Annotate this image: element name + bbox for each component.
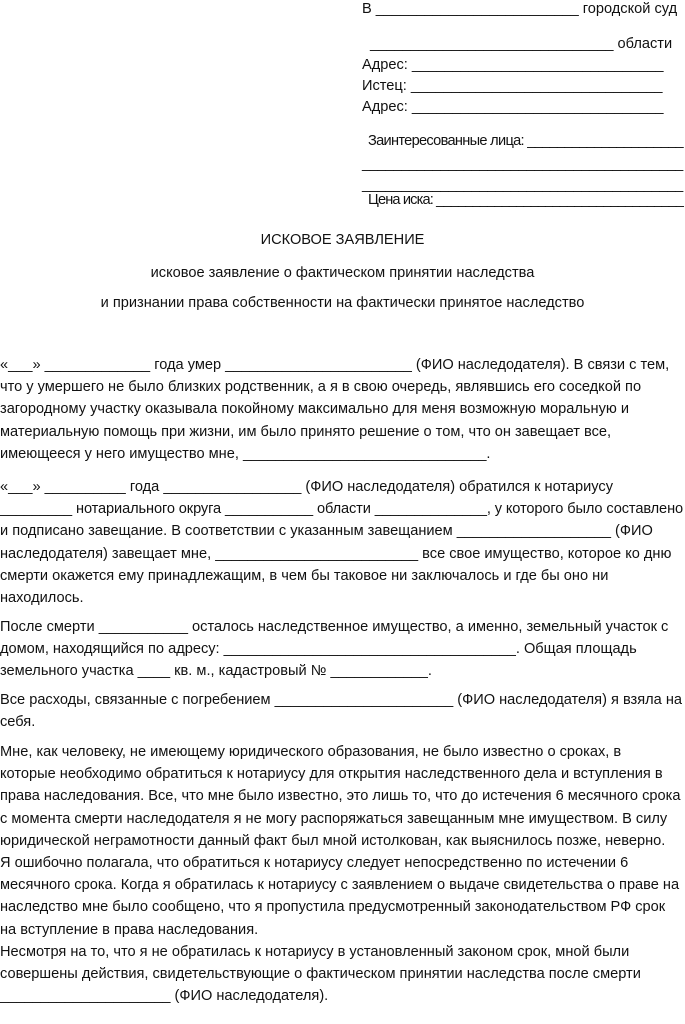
paragraph-3 <box>0 616 685 683</box>
paragraph-line: месячного срока. Когда я обратилась к нотариусу с заявлением о выдаче свидетельства о праве на <box>0 877 680 894</box>
court-line: В _________________________ городской суд <box>362 1 678 17</box>
paragraph-line: Несмотря на то, что я не обратилась к нотариусу в установленный законом срок, мной были <box>0 944 630 960</box>
claim-price-line: Цена иска: __________________________________ <box>368 192 684 208</box>
paragraph-line: себя. <box>0 714 36 731</box>
interested-parties-line: Заинтересованные лица: _____________________ <box>368 133 683 149</box>
address-line-1: Адрес: _______________________________ <box>362 57 664 73</box>
paragraph-line: и подписано завещание. В соответствии с указанным завещанием ___________________ (ФИО <box>0 523 653 540</box>
paragraph-line: загородному участку оказывала покойному максимально для меня возможную моральную и <box>0 401 630 418</box>
document-title: ИСКОВОЕ ЗАЯВЛЕНИЕ <box>260 232 425 248</box>
paragraph-line: домом, находящийся по адресу: ____________________________________. Общая площадь <box>0 641 637 658</box>
paragraph-line: материальную помощь при жизни, им было принято решение о том, что он завещает все, <box>0 423 612 440</box>
blank-line-1: _________________________________________ <box>362 156 684 172</box>
paragraph-line: _____________________ (ФИО наследодателя). <box>0 988 329 1005</box>
blank-line-2: _________________________________________ <box>362 177 684 193</box>
paragraph-line: После смерти ___________ осталось наследственное имущество, а именно, земельный участок с <box>0 619 669 635</box>
paragraph-2 <box>0 476 685 609</box>
paragraph-line: Я ошибочно полагала, что обратиться к нотариусу следует непосредственно по истечении 6 <box>0 854 629 871</box>
paragraph-line: юридической неграмотности данный факт был мной истолкован, как выяснилось позже, неверно. <box>0 832 666 849</box>
document-subtitle-2: и признании права собственности на фактически принятое наследство <box>100 295 585 311</box>
paragraph-line: имеющееся у него имущество мне, ______________________________. <box>0 445 491 462</box>
paragraph-4 <box>0 689 685 733</box>
document-subtitle-1: исковое заявление о фактическом принятии наследства <box>150 265 535 281</box>
paragraph-line: Все расходы, связанные с погребением ______________________ (ФИО наследодателя) я взяла на <box>0 692 682 708</box>
paragraph-line: с момента смерти наследодателя я не могу распоряжаться завещанным мне имуществом. В силу <box>0 810 668 827</box>
region-line: ______________________________ области <box>370 36 673 52</box>
paragraph-line: которые необходимо обратиться к нотариусу для открытия наследственного дела и вступления в <box>0 766 663 783</box>
address-line-2: Адрес: _______________________________ <box>362 99 664 115</box>
paragraph-line: на вступление в права наследования. <box>0 921 259 938</box>
paragraph-line: права наследования. Все, что мне было известно, это лишь то, что до истечения 6 месячного срока <box>0 788 681 805</box>
paragraph-line: находилось. <box>0 589 84 606</box>
paragraph-6 <box>0 941 685 1008</box>
paragraph-line: совершены действия, свидетельствующие о фактическом принятии наследства после смерти <box>0 966 641 983</box>
paragraph-line: земельного участка ____ кв. м., кадастровый № ____________. <box>0 663 432 680</box>
paragraph-line: «___» __________ года _________________ (ФИО наследодателя) обратился к нотариусу <box>0 479 614 495</box>
paragraph-5 <box>0 741 685 941</box>
plaintiff-line: Истец: _______________________________ <box>362 78 663 94</box>
paragraph-line: наследодателя) завещает мне, _________________________ все свое имущество, которое ко дню <box>0 545 672 562</box>
paragraph-line: смерти окажется ему принадлежащим, в чем бы таковое ни заключалось и где бы оно ни <box>0 567 609 584</box>
paragraph-line: Мне, как человеку, не имеющему юридического образования, не было известно о сроках, в <box>0 744 622 760</box>
paragraph-line: «___» _____________ года умер _______________________ (ФИО наследодателя). В связи с тем, <box>0 357 670 373</box>
paragraph-line: _________ нотариального округа ___________ области ______________, у которого было составлено <box>0 501 684 518</box>
paragraph-1 <box>0 354 685 465</box>
paragraph-line: что у умершего не было близких родственник, а я в свою очередь, являвшись его соседкой по <box>0 379 642 396</box>
paragraph-line: наследство мне было сообщено, что я пропустила предусмотренный законодательством РФ срок <box>0 899 666 916</box>
